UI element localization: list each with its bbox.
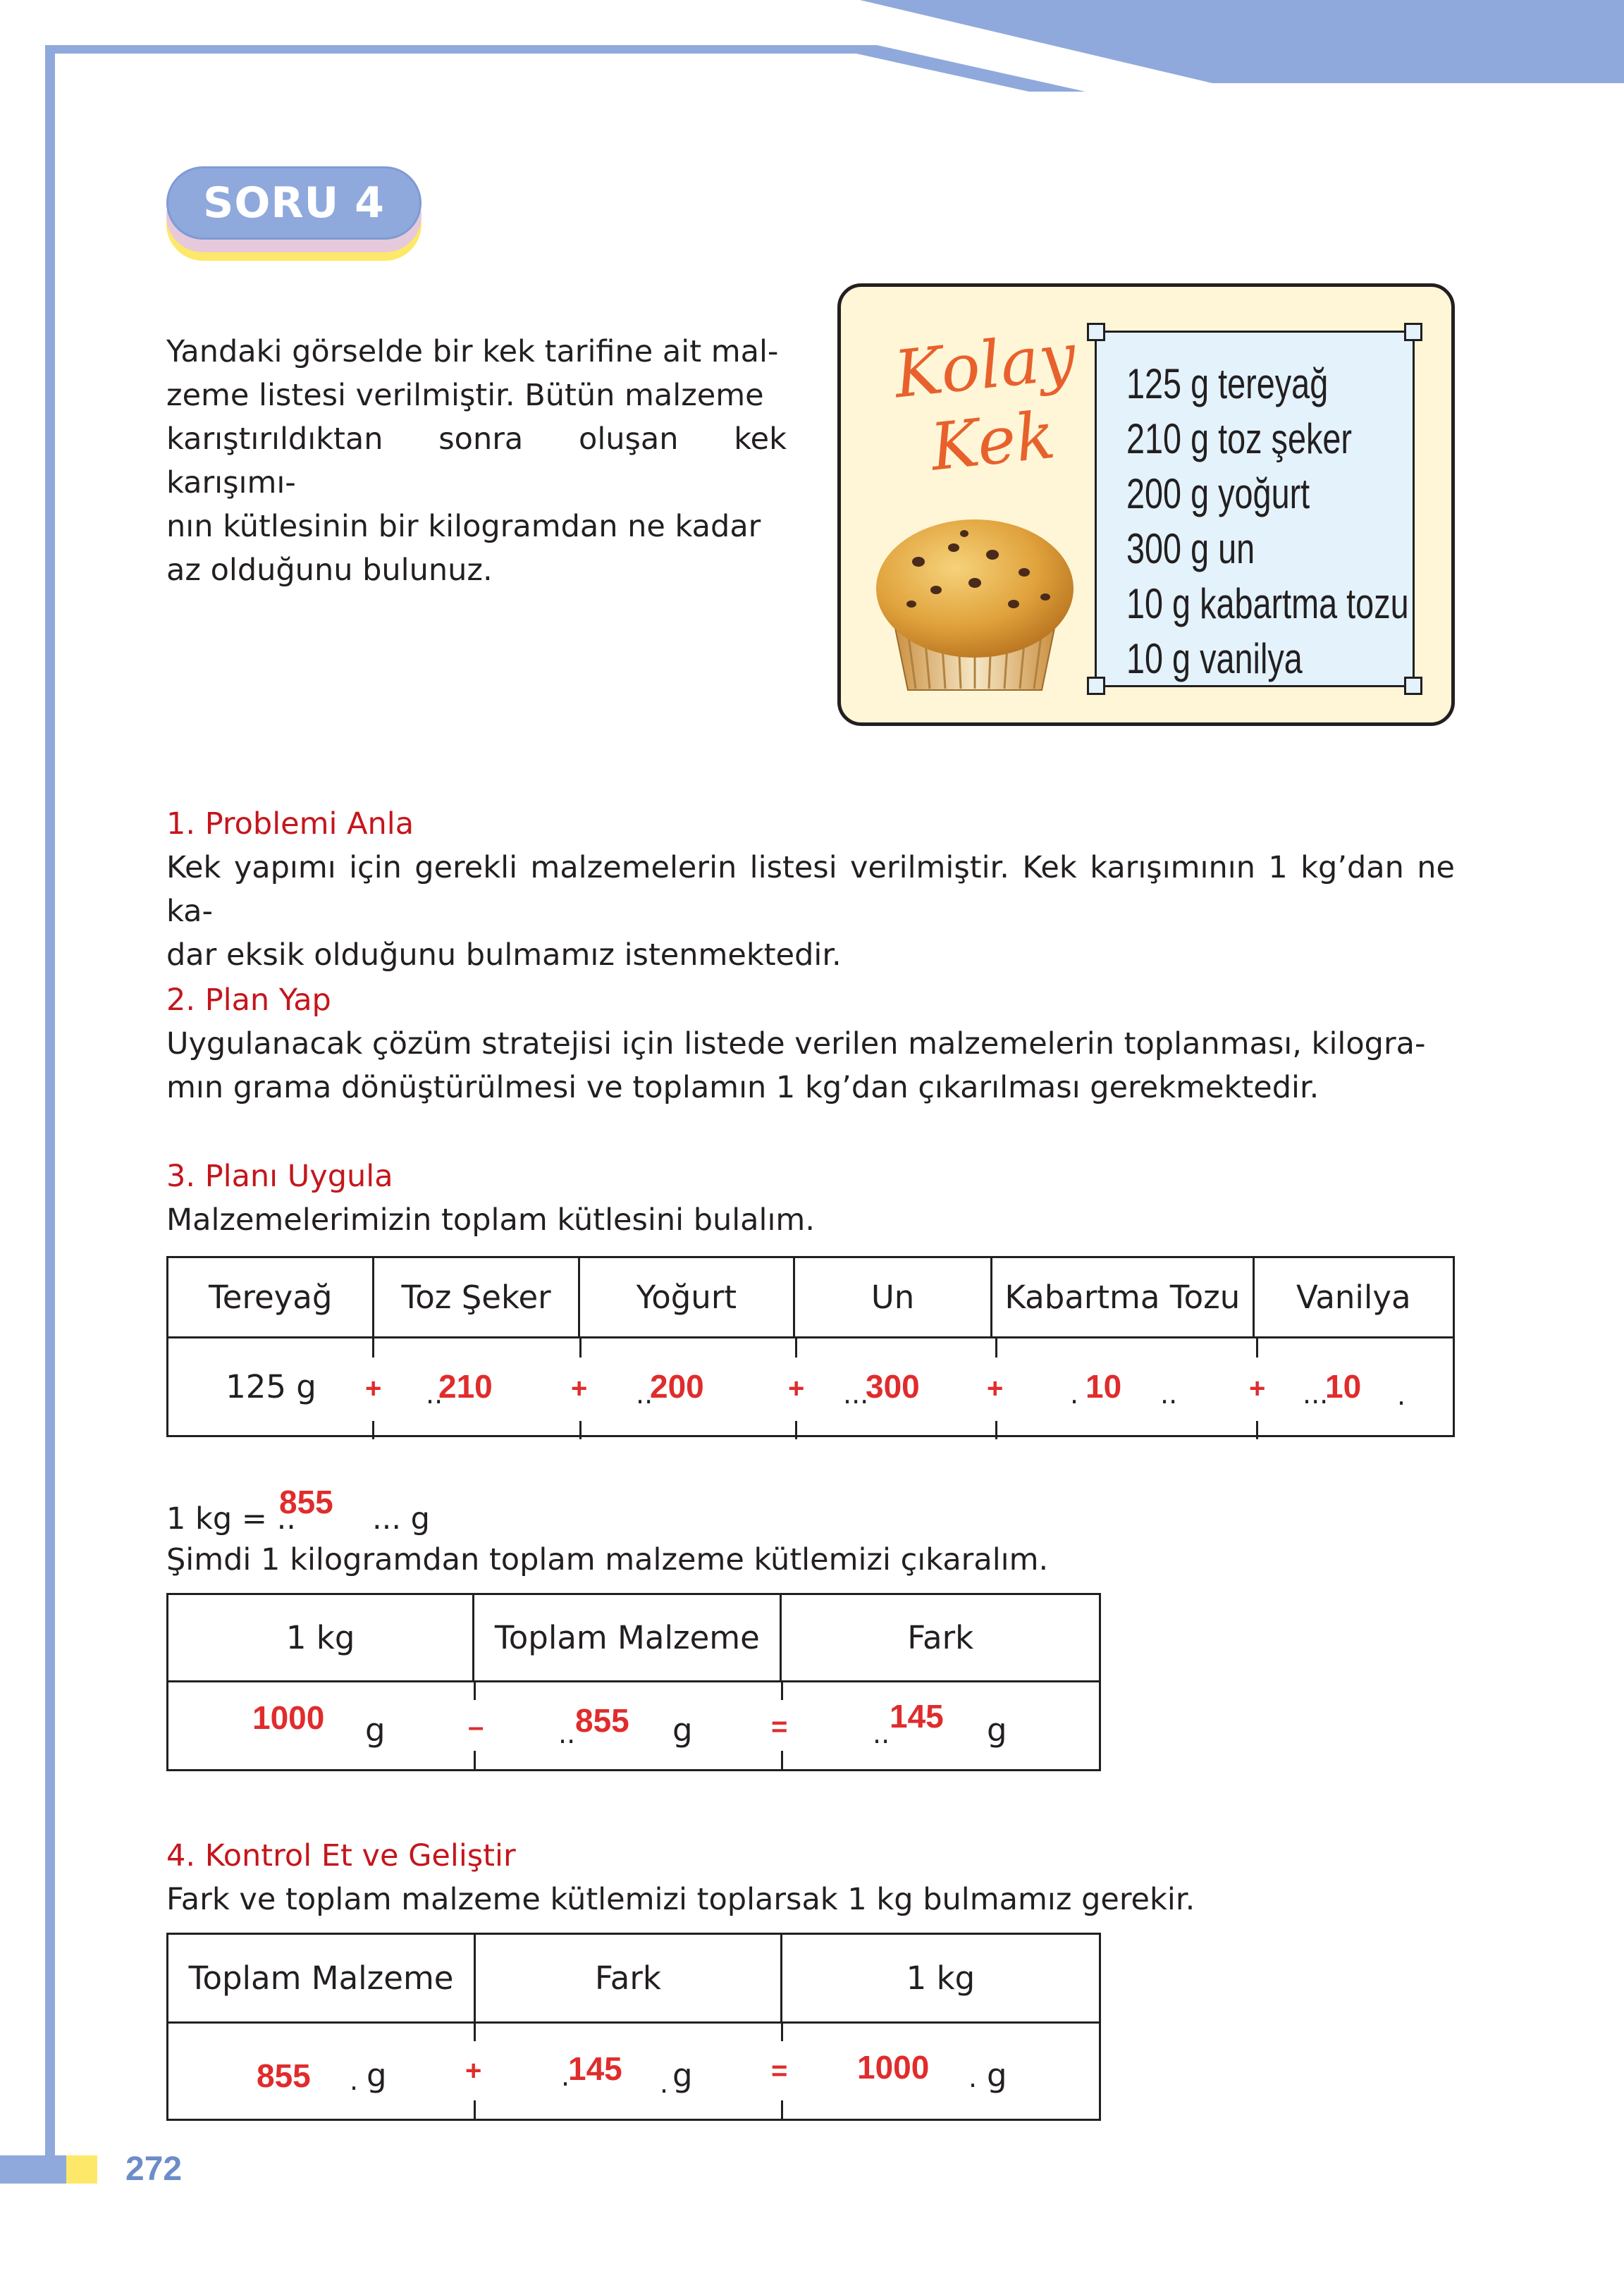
column-tick (781, 1751, 783, 1769)
ingredients-sum-table (166, 1256, 1455, 1437)
recipe-title-line: Kek (927, 397, 1059, 486)
answer-toz-seker[interactable]: 210 (438, 1368, 493, 1405)
section-heading-plan: 2. Plan Yap (166, 983, 331, 1018)
unit-label: g (367, 2057, 387, 2094)
table-cell (475, 2023, 782, 2120)
column-tick (474, 2021, 476, 2041)
ingredients-list (1095, 331, 1415, 687)
table-header: Tereyağ (168, 1257, 374, 1338)
blank-dots: ... (1303, 1379, 1329, 1410)
answer-total-ingredients[interactable]: 855 (575, 1702, 629, 1739)
ingredient-item: 210 g toz şeker (1126, 415, 1352, 462)
ingredient-item: 200 g yoğurt (1126, 470, 1310, 517)
column-tick (1256, 1336, 1258, 1358)
answer-total-grams[interactable]: 855 (279, 1484, 333, 1520)
question-text (166, 330, 787, 592)
answer-check-one-kg[interactable]: 1000 (857, 2049, 930, 2086)
equals-sign: = (771, 2055, 788, 2086)
blank-dots: . (660, 2068, 669, 2099)
table-header: Toplam Malzeme (474, 1594, 781, 1682)
answer-yogurt[interactable]: 200 (650, 1368, 704, 1405)
question-line: az olduğunu bulunuz. (166, 553, 493, 588)
corner-ornament (1087, 677, 1105, 695)
difference-table (166, 1593, 1101, 1771)
question-badge (166, 166, 422, 262)
column-tick (474, 1680, 476, 1700)
question-line: nın kütlesinin bir kilogramdan ne kadar (166, 509, 761, 544)
blank-dots: .. (558, 1718, 576, 1749)
table-header: Toz Şeker (374, 1257, 579, 1338)
corner-ornament (1404, 323, 1422, 341)
table-header: 1 kg (781, 1934, 1100, 2023)
answer-un[interactable]: 300 (866, 1368, 920, 1405)
blank-dots: .. (873, 1718, 890, 1749)
section-heading-apply: 3. Planı Uygula (166, 1159, 393, 1194)
column-tick (474, 2100, 476, 2119)
section-heading-check: 4. Kontrol Et ve Geliştir (166, 1838, 516, 1873)
table-header: 1 kg (168, 1594, 474, 1682)
question-line: Yandaki görselde bir kek tarifine ait mal- (166, 334, 779, 369)
page-frame-left (45, 45, 55, 2167)
recipe-title-line: Kolay (890, 319, 1080, 413)
blank-dots: . (1397, 1380, 1406, 1411)
corner-ornament (1087, 323, 1105, 341)
blank-dots: .. (1160, 1379, 1178, 1410)
unit-label: g (987, 2057, 1007, 2094)
section-text-check: Fark ve toplam malzeme kütlemizi toplarsak 1 kg bulmamız gerekir. (166, 1882, 1195, 1917)
page-number-strip-accent (66, 2155, 97, 2184)
question-line: zeme listesi verilmiştir. Bütün malzeme (166, 378, 764, 413)
table-header: Fark (475, 1934, 782, 2023)
unit-label: g (365, 1711, 386, 1749)
blank-dots: . (1070, 1379, 1079, 1410)
table-header: Toplam Malzeme (168, 1934, 475, 2023)
table-value: 125 g (226, 1368, 316, 1405)
unit-label: g (672, 1711, 693, 1749)
column-tick (372, 1421, 374, 1439)
table-header: Fark (781, 1594, 1100, 1682)
section-text-understand (166, 846, 1455, 977)
corner-decoration (818, 0, 1624, 92)
section-line: Kek yapımı için gerekli malzemelerin listesi verilmiştir. Kek karışımının 1 kg’dan ne ka- (166, 850, 1455, 929)
page-frame-top (45, 45, 877, 54)
column-tick (795, 1421, 797, 1439)
kg-conversion-prefix: 1 kg = .. (166, 1501, 296, 1537)
table-header: Un (794, 1257, 992, 1338)
column-tick (995, 1421, 997, 1439)
column-tick (579, 1336, 582, 1358)
answer-difference[interactable]: 145 (890, 1698, 944, 1735)
blank-dots: ... (843, 1379, 869, 1410)
plus-sign: + (788, 1373, 805, 1404)
unit-label: g (987, 1711, 1007, 1749)
plus-sign: + (571, 1373, 588, 1404)
muffin-image (869, 505, 1081, 696)
unit-label: g (672, 2057, 693, 2094)
table-cell (992, 1338, 1254, 1436)
question-line: karıştırıldıktan sonra oluşan kek karışımı- (166, 421, 787, 500)
column-tick (579, 1421, 582, 1439)
column-tick (781, 1680, 783, 1700)
ingredient-item: 300 g un (1126, 525, 1255, 572)
page-number-strip (0, 2155, 66, 2184)
blank-dots: .. (636, 1379, 653, 1410)
kg-conversion-suffix: ... g (372, 1501, 430, 1537)
ingredient-item: 125 g tereyağ (1126, 360, 1329, 407)
table-cell (168, 1338, 374, 1436)
answer-kabartma-tozu[interactable]: 10 (1085, 1368, 1122, 1405)
answer-check-difference[interactable]: 145 (568, 2050, 622, 2087)
plus-sign: + (465, 2055, 482, 2086)
recipe-title (876, 317, 1102, 491)
column-tick (795, 1336, 797, 1358)
section-heading-understand: 1. Problemi Anla (166, 806, 414, 842)
blank-dots: . (561, 2061, 570, 2092)
column-tick (995, 1336, 997, 1358)
blank-dots: . (350, 2065, 359, 2096)
table-header: Yoğurt (579, 1257, 794, 1338)
plus-sign: + (1249, 1373, 1266, 1404)
minus-sign: – (468, 1711, 484, 1742)
badge-label: SORU 4 (203, 178, 385, 228)
column-tick (372, 1336, 374, 1358)
table-cell (168, 2023, 475, 2120)
section-line: mın grama dönüştürülmesi ve toplamın 1 kg’dan çıkarılması gerekmektedir. (166, 1070, 1320, 1105)
column-tick (1256, 1421, 1258, 1439)
corner-ornament (1404, 677, 1422, 695)
ingredient-item: 10 g kabartma tozu (1126, 580, 1409, 627)
section-line: Uygulanacak çözüm stratejisi için listede verilen malzemelerin toplanması, kilogra- (166, 1026, 1426, 1061)
section-text-subtract: Şimdi 1 kilogramdan toplam malzeme kütlemizi çıkaralım. (166, 1542, 1049, 1577)
page-number: 272 (125, 2150, 183, 2188)
answer-one-kg-grams[interactable]: 1000 (252, 1699, 325, 1736)
plus-sign: + (365, 1373, 382, 1404)
column-tick (781, 2100, 783, 2119)
plus-sign: + (987, 1373, 1004, 1404)
equals-sign: = (771, 1711, 788, 1742)
blank-dots: .. (426, 1379, 443, 1410)
section-text-plan (166, 1022, 1455, 1109)
section-text-apply: Malzemelerimizin toplam kütlesini bulalım. (166, 1202, 815, 1238)
answer-vanilya[interactable]: 10 (1325, 1368, 1362, 1405)
section-line: dar eksik olduğunu bulmamız istenmektedir. (166, 937, 842, 973)
answer-check-total[interactable]: 855 (257, 2057, 311, 2094)
table-header: Kabartma Tozu (992, 1257, 1254, 1338)
ingredient-item: 10 g vanilya (1126, 635, 1303, 682)
blank-dots: . (968, 2062, 978, 2093)
column-tick (474, 1751, 476, 1769)
table-cell (781, 2023, 1100, 2120)
table-header: Vanilya (1253, 1257, 1453, 1338)
recipe-card (837, 283, 1455, 726)
column-tick (781, 2021, 783, 2041)
